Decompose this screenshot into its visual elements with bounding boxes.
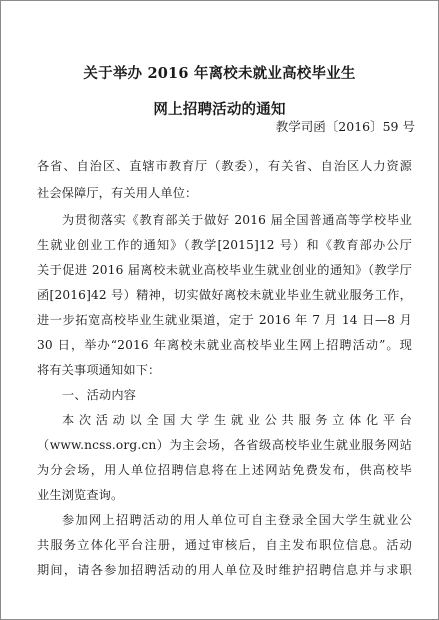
document-title-line-1: 关于举办 2016 年离校未就业高校毕业生 <box>83 65 356 82</box>
body-line: 业生浏览查询。 <box>37 488 124 502</box>
document-number: 教学司函〔2016〕59 号 <box>275 119 415 134</box>
body-line: 将有关事项通知如下： <box>37 363 161 377</box>
body-line: 各省、自治区、直辖市教育厅（教委），有关省、自治区人力资源 <box>37 159 412 173</box>
body-line: 为贯彻落实《教育部关于做好 2016 届全国普通高等学校毕业 <box>62 213 412 227</box>
body-line: 30 日，举办“2016 年离校未就业高校毕业生网上招聘活动”。现 <box>37 338 412 352</box>
section-heading: 一、活动内容 <box>62 388 137 402</box>
body-line: 共服务立体化平台注册，通过审核后，自主发布职位信息。活动 <box>37 538 412 552</box>
body-line: 社会保障厅，有关用人单位： <box>37 186 198 200</box>
body-line: （www.ncss.org.cn）为主会场，各省级高校毕业生就业服务网站 <box>37 438 412 452</box>
body-line: 进一步拓宽高校毕业生就业渠道，定于 2016 年 7 月 14 日—8 月 <box>37 313 412 327</box>
body-line: 本次活动以全国大学生就业公共服务立体化平台 <box>62 413 412 427</box>
body-line: 为分会场，用人单位招聘信息将在上述网站免费发布，供高校毕 <box>37 463 412 477</box>
body-line: 关于促进 2016 届离校未就业高校毕业生就业创业的通知》（教学厅 <box>37 263 412 277</box>
body-line: 生就业创业工作的通知》（教学[2015]12 号）和《教育部办公厅 <box>37 238 412 252</box>
body-line: 参加网上招聘活动的用人单位可自主登录全国大学生就业公 <box>62 513 412 527</box>
body-line: 函[2016]42 号）精神，切实做好离校未就业毕业生就业服务工作， <box>37 288 412 302</box>
document-title-line-2: 网上招聘活动的通知 <box>153 101 286 118</box>
body-line: 期间，请各参加招聘活动的用人单位及时维护招聘信息并与求职 <box>37 563 412 577</box>
